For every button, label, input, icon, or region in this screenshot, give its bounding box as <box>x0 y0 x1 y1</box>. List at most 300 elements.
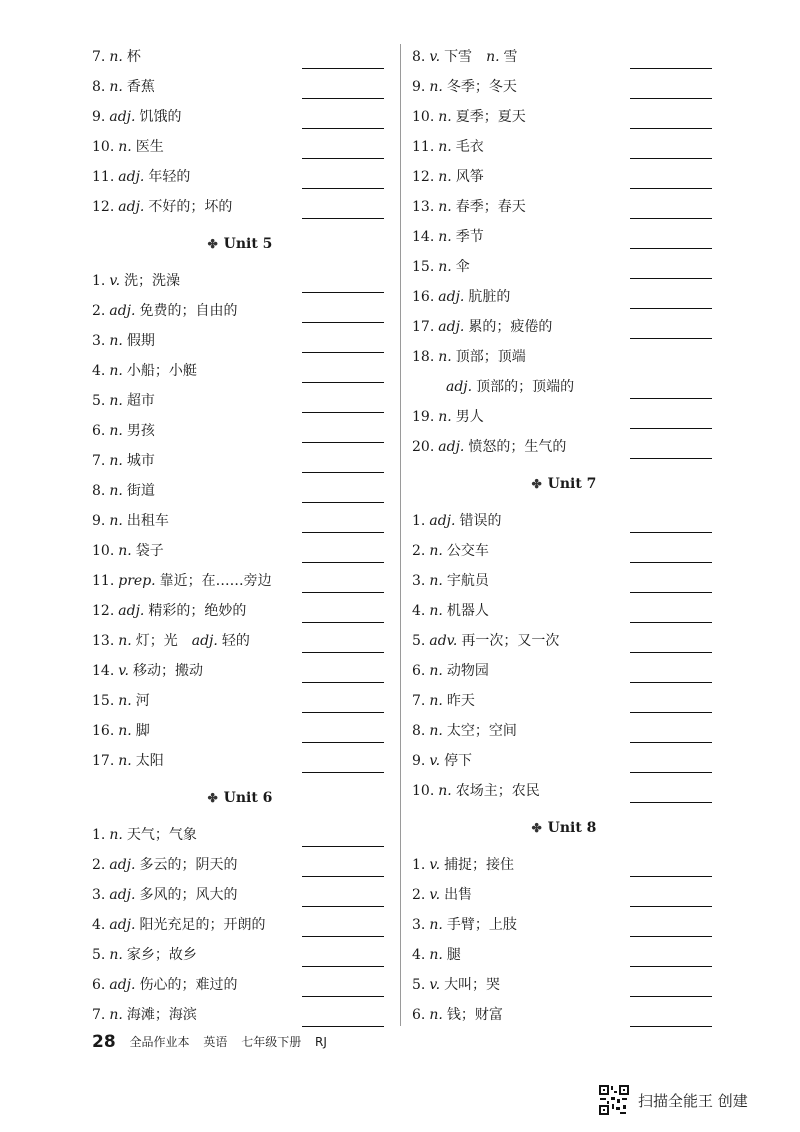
answer-blank-line[interactable] <box>630 682 712 683</box>
answer-blank-line[interactable] <box>630 218 712 219</box>
answer-blank-line[interactable] <box>302 292 384 293</box>
vocab-item <box>412 656 716 686</box>
vocab-item <box>92 596 388 626</box>
part-of-speech: n. <box>109 333 123 349</box>
item-number: 10. <box>412 109 435 125</box>
vocab-item <box>412 312 716 342</box>
subject: 英语 <box>203 1035 228 1049</box>
chinese-meaning: 超市 <box>126 393 155 409</box>
part-of-speech: n. <box>109 453 123 469</box>
clover-icon: ✤ <box>207 237 218 251</box>
answer-blank-line[interactable] <box>302 712 384 713</box>
item-number: 6. <box>92 423 106 439</box>
vocab-item <box>412 940 716 970</box>
chinese-meaning: 不好的；坏的 <box>148 199 233 215</box>
edition: RJ <box>315 1035 327 1049</box>
part-of-speech: adj. <box>438 319 465 335</box>
part-of-speech: n. <box>109 49 123 65</box>
answer-blank-line[interactable] <box>302 128 384 129</box>
item-number: 7. <box>92 49 106 65</box>
chinese-meaning: 男人 <box>455 409 484 425</box>
item-number: 4. <box>92 363 106 379</box>
vocab-item <box>412 432 716 462</box>
vocab-item <box>412 566 716 596</box>
item-number: 1. <box>92 827 106 843</box>
vocab-item <box>412 342 716 372</box>
vocab-item <box>92 416 388 446</box>
answer-blank-line[interactable] <box>630 592 712 593</box>
item-number: 6. <box>92 977 106 993</box>
item-number: 12. <box>92 603 115 619</box>
part-of-speech: adj. <box>438 439 465 455</box>
vocab-item <box>412 162 716 192</box>
chinese-meaning: 顶部的；顶端的 <box>476 379 575 395</box>
chinese-meaning: 伤心的；难过的 <box>139 977 238 993</box>
vocab-item <box>92 296 388 326</box>
part-of-speech: n. <box>486 49 500 65</box>
answer-blank-line[interactable] <box>302 442 384 443</box>
part-of-speech: n. <box>438 259 452 275</box>
answer-blank-line[interactable] <box>630 876 712 877</box>
unit-title: Unit 7 <box>547 476 597 492</box>
chinese-meaning: 风筝 <box>455 169 484 185</box>
part-of-speech: v. <box>118 663 129 679</box>
item-number: 8. <box>92 483 106 499</box>
vocab-item <box>92 72 388 102</box>
part-of-speech: n. <box>109 947 123 963</box>
chinese-meaning: 腿 <box>446 947 461 963</box>
vocab-item <box>92 940 388 970</box>
vocab-item <box>412 626 716 656</box>
answer-blank-line[interactable] <box>302 562 384 563</box>
answer-blank-line[interactable] <box>302 218 384 219</box>
vocab-item <box>92 820 388 850</box>
chinese-meaning: 再一次；又一次 <box>461 633 560 649</box>
unit-title: Unit 5 <box>223 236 273 252</box>
page-footer <box>92 1030 337 1054</box>
vocab-item <box>92 476 388 506</box>
answer-blank-line[interactable] <box>630 712 712 713</box>
chinese-meaning: 海滩；海滨 <box>126 1007 197 1023</box>
item-number: 6. <box>412 1007 426 1023</box>
part-of-speech: adj. <box>109 977 136 993</box>
part-of-speech: n. <box>109 483 123 499</box>
chinese-meaning: 夏季；夏天 <box>455 109 526 125</box>
vocab-item <box>412 192 716 222</box>
item-number: 3. <box>92 333 106 349</box>
part-of-speech: v. <box>429 753 441 769</box>
answer-blank-line[interactable] <box>302 996 384 997</box>
item-number: 9. <box>412 753 426 769</box>
chinese-meaning: 雪 <box>503 49 518 65</box>
part-of-speech: adj. <box>109 109 136 125</box>
chinese-meaning: 杯 <box>126 49 141 65</box>
vocab-item <box>412 910 716 940</box>
chinese-meaning: 精彩的；绝妙的 <box>148 603 247 619</box>
chinese-meaning: 城市 <box>126 453 155 469</box>
item-number: 14. <box>412 229 435 245</box>
item-number: 10. <box>412 783 435 799</box>
vocab-item <box>412 1000 716 1030</box>
item-number: 8. <box>92 79 106 95</box>
part-of-speech: n. <box>429 573 443 589</box>
item-number: 12. <box>92 199 115 215</box>
answer-blank-line[interactable] <box>302 742 384 743</box>
answer-blank-line[interactable] <box>630 742 712 743</box>
answer-blank-line[interactable] <box>630 308 712 309</box>
chinese-meaning: 出租车 <box>126 513 169 529</box>
item-number: 2. <box>92 303 106 319</box>
part-of-speech: n. <box>118 139 132 155</box>
part-of-speech: n. <box>438 229 452 245</box>
vocab-item <box>92 42 388 72</box>
part-of-speech: n. <box>429 1007 443 1023</box>
answer-blank-line[interactable] <box>630 996 712 997</box>
answer-blank-line[interactable] <box>630 128 712 129</box>
vocab-item <box>92 656 388 686</box>
chinese-meaning: 顶部；顶端 <box>455 349 526 365</box>
vocab-item <box>412 850 716 880</box>
book-title: 全品作业本 <box>129 1035 190 1049</box>
item-number: 20. <box>412 439 435 455</box>
answer-blank-line[interactable] <box>630 158 712 159</box>
chinese-meaning: 天气；气象 <box>126 827 197 843</box>
part-of-speech: n. <box>109 1007 123 1023</box>
vocab-item <box>92 102 388 132</box>
clover-icon: ✤ <box>207 791 218 805</box>
answer-blank-line[interactable] <box>302 322 384 323</box>
answer-blank-line[interactable] <box>630 398 712 399</box>
item-number: 3. <box>412 573 426 589</box>
chinese-meaning: 假期 <box>126 333 155 349</box>
chinese-meaning: 免费的；自由的 <box>139 303 238 319</box>
vocab-item <box>92 716 388 746</box>
chinese-meaning: 街道 <box>126 483 155 499</box>
item-number: 17. <box>412 319 435 335</box>
answer-blank-line[interactable] <box>302 502 384 503</box>
part-of-speech: n. <box>438 349 452 365</box>
item-number: 5. <box>92 393 106 409</box>
part-of-speech: n. <box>109 827 123 843</box>
chinese-meaning: 洗；洗澡 <box>124 273 181 289</box>
part-of-speech: n. <box>429 917 443 933</box>
part-of-speech: n. <box>429 723 443 739</box>
part-of-speech: n. <box>429 603 443 619</box>
chinese-meaning: 靠近；在……旁边 <box>159 573 272 589</box>
vocab-item <box>92 162 388 192</box>
right-column <box>412 42 716 1030</box>
part-of-speech: n. <box>429 947 443 963</box>
answer-blank-line[interactable] <box>630 188 712 189</box>
chinese-meaning: 机器人 <box>446 603 489 619</box>
chinese-meaning: 毛衣 <box>455 139 484 155</box>
part-of-speech: adj. <box>429 513 456 529</box>
vocab-item <box>412 596 716 626</box>
vocab-item <box>92 536 388 566</box>
part-of-speech: n. <box>118 633 132 649</box>
chinese-meaning: 轻的 <box>221 633 250 649</box>
chinese-meaning: 阳光充足的；开朗的 <box>139 917 266 933</box>
chinese-meaning: 出售 <box>444 887 473 903</box>
item-number: 8. <box>412 723 426 739</box>
answer-blank-line[interactable] <box>302 966 384 967</box>
item-number: 6. <box>412 663 426 679</box>
chinese-meaning: 下雪 <box>444 49 473 65</box>
vocab-item <box>92 566 388 596</box>
chinese-meaning: 昨天 <box>446 693 475 709</box>
part-of-speech: prep. <box>118 573 156 589</box>
answer-blank-line[interactable] <box>630 68 712 69</box>
answer-blank-line[interactable] <box>630 98 712 99</box>
answer-blank-line[interactable] <box>302 472 384 473</box>
chinese-meaning: 手臂；上肢 <box>446 917 517 933</box>
item-number: 9. <box>92 109 106 125</box>
item-number: 4. <box>412 603 426 619</box>
answer-blank-line[interactable] <box>630 562 712 563</box>
answer-blank-line[interactable] <box>302 936 384 937</box>
part-of-speech: n. <box>429 663 443 679</box>
answer-blank-line[interactable] <box>630 458 712 459</box>
column-divider <box>400 44 401 1026</box>
clover-icon: ✤ <box>531 821 542 835</box>
chinese-meaning: 脚 <box>135 723 150 739</box>
part-of-speech: adj. <box>118 199 145 215</box>
item-number: 2. <box>412 887 426 903</box>
item-number: 16. <box>412 289 435 305</box>
answer-blank-line[interactable] <box>630 936 712 937</box>
chinese-meaning: 饥饿的 <box>139 109 182 125</box>
answer-blank-line[interactable] <box>630 532 712 533</box>
item-number: 14. <box>92 663 115 679</box>
item-number: 9. <box>92 513 106 529</box>
answer-blank-line[interactable] <box>302 188 384 189</box>
vocab-item <box>412 880 716 910</box>
part-of-speech: n. <box>438 169 452 185</box>
answer-blank-line[interactable] <box>630 772 712 773</box>
part-of-speech: n. <box>438 199 452 215</box>
part-of-speech: v. <box>429 977 441 993</box>
vocab-item <box>92 686 388 716</box>
part-of-speech: n. <box>118 543 132 559</box>
answer-blank-line[interactable] <box>630 278 712 279</box>
vocab-item <box>412 776 716 806</box>
chinese-meaning: 多风的；风大的 <box>139 887 238 903</box>
part-of-speech: adj. <box>446 379 473 395</box>
item-number: 1. <box>92 273 106 289</box>
vocab-item <box>92 132 388 162</box>
answer-blank-line[interactable] <box>630 248 712 249</box>
unit-heading <box>412 806 716 850</box>
chinese-meaning: 太空；空间 <box>446 723 517 739</box>
part-of-speech: n. <box>429 693 443 709</box>
vocab-item <box>412 372 716 402</box>
part-of-speech: n. <box>118 753 132 769</box>
answer-blank-line[interactable] <box>302 158 384 159</box>
unit-heading <box>412 462 716 506</box>
item-number: 4. <box>412 947 426 963</box>
item-number: 2. <box>412 543 426 559</box>
vocab-item <box>412 402 716 432</box>
answer-blank-line[interactable] <box>630 652 712 653</box>
item-number: 9. <box>412 79 426 95</box>
part-of-speech: v. <box>429 49 441 65</box>
part-of-speech: n. <box>109 513 123 529</box>
unit-heading <box>92 222 388 266</box>
part-of-speech: n. <box>429 543 443 559</box>
chinese-meaning: 年轻的 <box>148 169 191 185</box>
item-number: 4. <box>92 917 106 933</box>
chinese-meaning: 灯；光 <box>135 633 178 649</box>
vocab-item <box>412 42 716 72</box>
item-number: 12. <box>412 169 435 185</box>
answer-blank-line[interactable] <box>302 846 384 847</box>
part-of-speech: adj. <box>109 887 136 903</box>
answer-blank-line[interactable] <box>302 412 384 413</box>
part-of-speech: n. <box>438 109 452 125</box>
answer-blank-line[interactable] <box>302 68 384 69</box>
item-number: 15. <box>92 693 115 709</box>
item-number: 19. <box>412 409 435 425</box>
item-number: 10. <box>92 543 115 559</box>
vocab-item <box>92 1000 388 1030</box>
answer-blank-line[interactable] <box>302 622 384 623</box>
chinese-meaning: 移动；搬动 <box>132 663 203 679</box>
chinese-meaning: 钱；财富 <box>446 1007 503 1023</box>
vocab-item <box>92 326 388 356</box>
part-of-speech: adj. <box>109 303 136 319</box>
item-number: 11. <box>92 573 115 589</box>
part-of-speech: n. <box>118 693 132 709</box>
item-number: 15. <box>412 259 435 275</box>
chinese-meaning: 动物园 <box>446 663 489 679</box>
item-number: 5. <box>412 633 426 649</box>
unit-title: Unit 6 <box>223 790 273 806</box>
part-of-speech: adj. <box>438 289 465 305</box>
part-of-speech: n. <box>438 139 452 155</box>
part-of-speech: v. <box>429 857 441 873</box>
item-number: 1. <box>412 857 426 873</box>
left-column <box>92 42 388 1030</box>
item-number: 7. <box>92 1007 106 1023</box>
chinese-meaning: 停下 <box>444 753 473 769</box>
answer-blank-line[interactable] <box>630 338 712 339</box>
vocab-item <box>92 970 388 1000</box>
answer-blank-line[interactable] <box>302 98 384 99</box>
answer-blank-line[interactable] <box>302 352 384 353</box>
chinese-meaning: 季节 <box>455 229 484 245</box>
chinese-meaning: 家乡；故乡 <box>126 947 197 963</box>
item-number: 11. <box>412 139 435 155</box>
chinese-meaning: 袋子 <box>135 543 164 559</box>
vocab-item <box>92 910 388 940</box>
item-number: 1. <box>412 513 426 529</box>
unit-heading <box>92 776 388 820</box>
vocab-item <box>92 446 388 476</box>
part-of-speech: adj. <box>109 917 136 933</box>
qr-code-icon <box>598 1084 630 1116</box>
answer-blank-line[interactable] <box>302 1026 384 1027</box>
chinese-meaning: 男孩 <box>126 423 155 439</box>
item-number: 10. <box>92 139 115 155</box>
answer-blank-line[interactable] <box>302 652 384 653</box>
vocab-item <box>412 686 716 716</box>
answer-blank-line[interactable] <box>630 966 712 967</box>
vocab-item <box>412 746 716 776</box>
item-number: 18. <box>412 349 435 365</box>
item-number: 3. <box>92 887 106 903</box>
scanner-watermark <box>598 1082 748 1118</box>
vocab-item <box>92 626 388 656</box>
answer-blank-line[interactable] <box>302 772 384 773</box>
chinese-meaning: 错误的 <box>459 513 502 529</box>
item-number: 13. <box>412 199 435 215</box>
item-number: 2. <box>92 857 106 873</box>
item-number: 11. <box>92 169 115 185</box>
part-of-speech: adj. <box>118 603 145 619</box>
vocab-item <box>412 132 716 162</box>
chinese-meaning: 冬季；冬天 <box>446 79 517 95</box>
item-number: 3. <box>412 917 426 933</box>
chinese-meaning: 累的；疲倦的 <box>468 319 553 335</box>
chinese-meaning: 河 <box>135 693 150 709</box>
chinese-meaning: 小船；小艇 <box>126 363 197 379</box>
chinese-meaning: 肮脏的 <box>468 289 511 305</box>
answer-blank-line[interactable] <box>302 382 384 383</box>
vocab-item <box>412 252 716 282</box>
answer-blank-line[interactable] <box>630 906 712 907</box>
vocab-item <box>92 850 388 880</box>
vocab-item <box>412 506 716 536</box>
clover-icon: ✤ <box>531 477 542 491</box>
part-of-speech: n. <box>429 79 443 95</box>
chinese-meaning: 太阳 <box>135 753 164 769</box>
chinese-meaning: 多云的；阴天的 <box>139 857 238 873</box>
vocab-item <box>92 266 388 296</box>
answer-blank-line[interactable] <box>630 622 712 623</box>
part-of-speech: n. <box>109 79 123 95</box>
chinese-meaning: 公交车 <box>446 543 489 559</box>
item-number: 16. <box>92 723 115 739</box>
vocab-item <box>412 222 716 252</box>
chinese-meaning: 香蕉 <box>126 79 155 95</box>
part-of-speech: adj. <box>109 857 136 873</box>
vocab-item <box>92 506 388 536</box>
chinese-meaning: 伞 <box>455 259 470 275</box>
answer-blank-line[interactable] <box>302 532 384 533</box>
chinese-meaning: 农场主；农民 <box>455 783 540 799</box>
answer-blank-line[interactable] <box>302 682 384 683</box>
answer-blank-line[interactable] <box>630 428 712 429</box>
answer-blank-line[interactable] <box>630 1026 712 1027</box>
grade: 七年级下册 <box>241 1035 302 1049</box>
item-number: 5. <box>412 977 426 993</box>
item-number: 7. <box>412 693 426 709</box>
chinese-meaning: 宇航员 <box>446 573 489 589</box>
item-number: 5. <box>92 947 106 963</box>
answer-blank-line[interactable] <box>302 592 384 593</box>
chinese-meaning: 春季；春天 <box>455 199 526 215</box>
answer-blank-line[interactable] <box>630 802 712 803</box>
page-number: 28 <box>92 1032 116 1052</box>
scanner-watermark-text: 扫描全能王 创建 <box>638 1091 748 1110</box>
answer-blank-line[interactable] <box>302 906 384 907</box>
vocab-item <box>412 536 716 566</box>
part-of-speech: adv. <box>429 633 458 649</box>
chinese-meaning: 捕捉；接住 <box>444 857 515 873</box>
chinese-meaning: 愤怒的；生气的 <box>468 439 567 455</box>
answer-blank-line[interactable] <box>302 876 384 877</box>
chinese-meaning: 医生 <box>135 139 164 155</box>
